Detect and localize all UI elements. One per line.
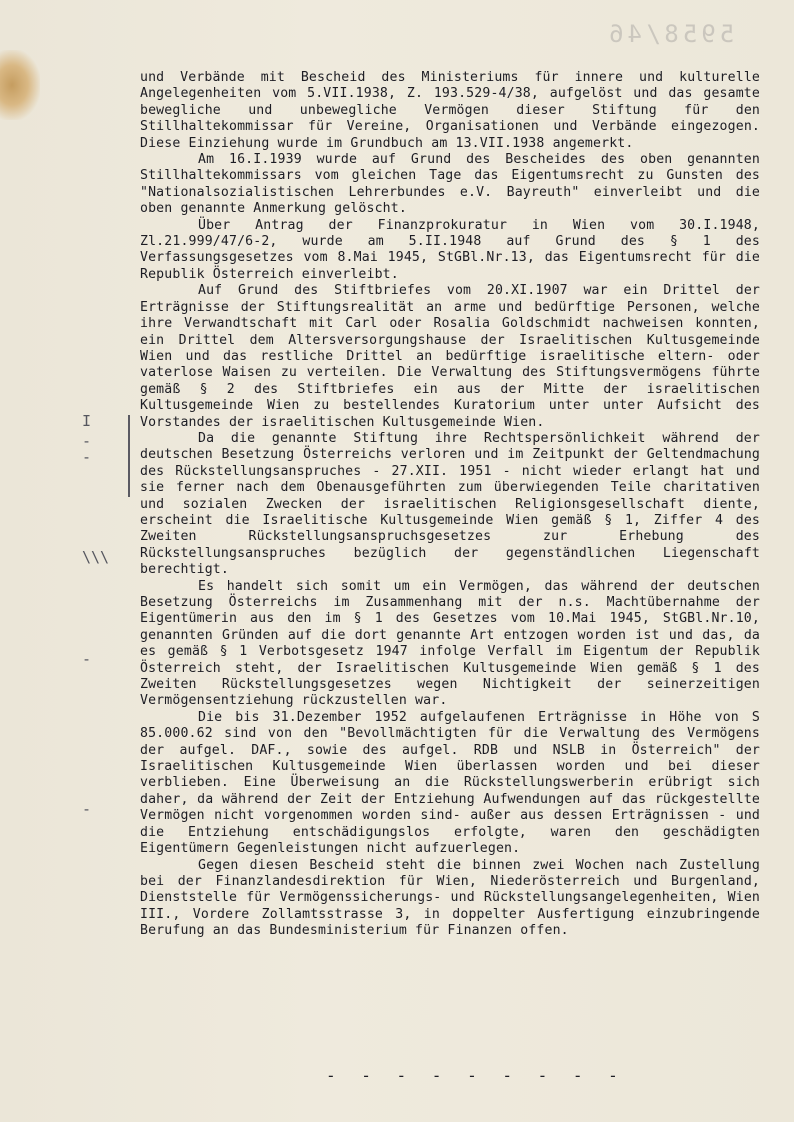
- paragraph: Die bis 31.Dezember 1952 aufgelaufenen Erträgnisse in Höhe von S 85.000.62 sind von den "Bevollmächtigten für die Verwaltung des Vermögens der aufgel. DAF., sowie des aufgel. RDB und NSLB in Österreich" der Israelitischen Kultusgemeinde Wien überlassen worden und bei dieser verblieben. Eine Überweisung an die Rückstellungswerberin erübrigt sich daher, da während der Zeit der Entziehung Aufwendungen auf das rückgestellte Vermögen nicht vorgenommen worden sind- außer aus dessen Erträgnissen - und die Entziehung entschädigungslos erfolgte, waren den geschädigten Eigentümern Gegenleistungen nicht aufzuerlegen.: [140, 709, 760, 857]
- paragraph: Am 16.I.1939 wurde auf Grund des Bescheides des oben genannten Stillhaltekommissars vom gleichen Tage das Eigentumsrecht zu Gunsten des "Nationalsozialistischen Lehrerbundes e.V. Bayreuth" einverleibt und die oben genannte Anmerkung gelöscht.: [140, 152, 760, 217]
- paragraph: Es handelt sich somit um ein Vermögen, das während der deutschen Besetzung Österreichs im Zusammenhang mit der n.s. Machtübernahme der Eigentümerin aus den im § 1 des Gesetzes vom 10.Mai 1945, StGBl.Nr.10, genannten Gründen auf die dort genannte Art entzogen worden ist und das, da es gemäß § 1 Verbotsgesetz 1947 infolge Verfall im Eigentum der Republik Österreich steht, der Israelitischen Kultusgemeinde Wien gemäß § 1 des Zweiten Rückstellungsgesetzes wegen Nichtigkeit der seinerzeitigen Vermögensentziehung rückzustellen war.: [140, 578, 760, 709]
- margin-mark: I: [82, 412, 92, 430]
- margin-mark: -: [82, 800, 92, 818]
- typed-body-text: [140, 70, 760, 940]
- margin-mark: -: [82, 650, 92, 668]
- margin-bracket: [128, 415, 130, 497]
- paragraph: Auf Grund des Stiftbriefes vom 20.XI.1907 war ein Drittel der Erträgnisse der Stiftungsrealität an arme und bedürftige Personen, welche ihre Verwandtschaft mit Carl oder Rosalia Goldschmidt nachweisen konnten, ein Drittel dem Altersversorgungshause der Israelitischen Kultusgemeinde Wien und das restliche Drittel an bedürftige israelitische eltern- oder vaterlose Waisen zu verteilen. Die Verwaltung des Stiftungsvermögens führte gemäß § 2 des Stiftbriefes ein aus der Mitte der israelitischen Kultusgemeinde Wien zu bestellendes Kuratorium unter unter Aufsicht des Vorstandes der israelitischen Kultusgemeinde Wien.: [140, 283, 760, 430]
- margin-mark: -: [82, 448, 92, 466]
- bleed-through-number: 5958/46: [604, 20, 734, 48]
- margin-mark: \\\: [82, 548, 110, 566]
- margin-mark: -: [82, 432, 92, 450]
- paragraph: Da die genannte Stiftung ihre Rechtspersönlichkeit während der deutschen Besetzung Österreichs verloren und im Zeitpunkt der Geltendmachung des Rückstellungsanspruches - 27.XII. 1951 - nicht wieder erlangt hat und sie ferner nach dem Obenausgeführten zum überwiegenden Teile charitativen und sozialen Zwecken der israelitischen Religionsgesellschaft diente, erscheint die Israelitische Kultusgemeinde Wien gemäß § 1, Ziffer 4 des Zweiten Rückstellungsanspruchsgesetzes zur Erhebung des Rückstellungsanspruches bezüglich der gegenständlichen Liegenschaft berechtigt.: [140, 430, 760, 578]
- water-stain: [0, 50, 40, 120]
- paragraph: Über Antrag der Finanzprokuratur in Wien vom 30.I.1948, Zl.21.999/47/6-2, wurde am 5.II.1948 auf Grund des § 1 des Verfassungsgesetzes vom 8.Mai 1945, StGBl.Nr.13, das Eigentumsrecht für die Republik Österreich einverleibt.: [140, 217, 760, 282]
- end-of-text-mark: - - - - - - - - -: [326, 1066, 626, 1085]
- paragraph: Gegen diesen Bescheid steht die binnen zwei Wochen nach Zustellung bei der Finanzlandesdirektion für Wien, Niederösterreich und Burgenland, Dienststelle für Vermögenssicherungs- und Rückstellungsangelegenheiten, Wien III., Vordere Zollamtsstrasse 3, in doppelter Ausfertigung einzubringende Berufung an das Bundesministerium für Finanzen offen.: [140, 857, 760, 939]
- paragraph: und Verbände mit Bescheid des Ministeriums für innere und kulturelle Angelegenheiten vom 5.VII.1938, Z. 193.529-4/38, aufgelöst und das gesamte bewegliche und unbewegliche Vermögen dieser Stiftung für den Stillhaltekommissar für Vereine, Organisationen und Verbände eingezogen. Diese Einziehung wurde im Grundbuch am 13.VII.1938 angemerkt.: [140, 70, 760, 151]
